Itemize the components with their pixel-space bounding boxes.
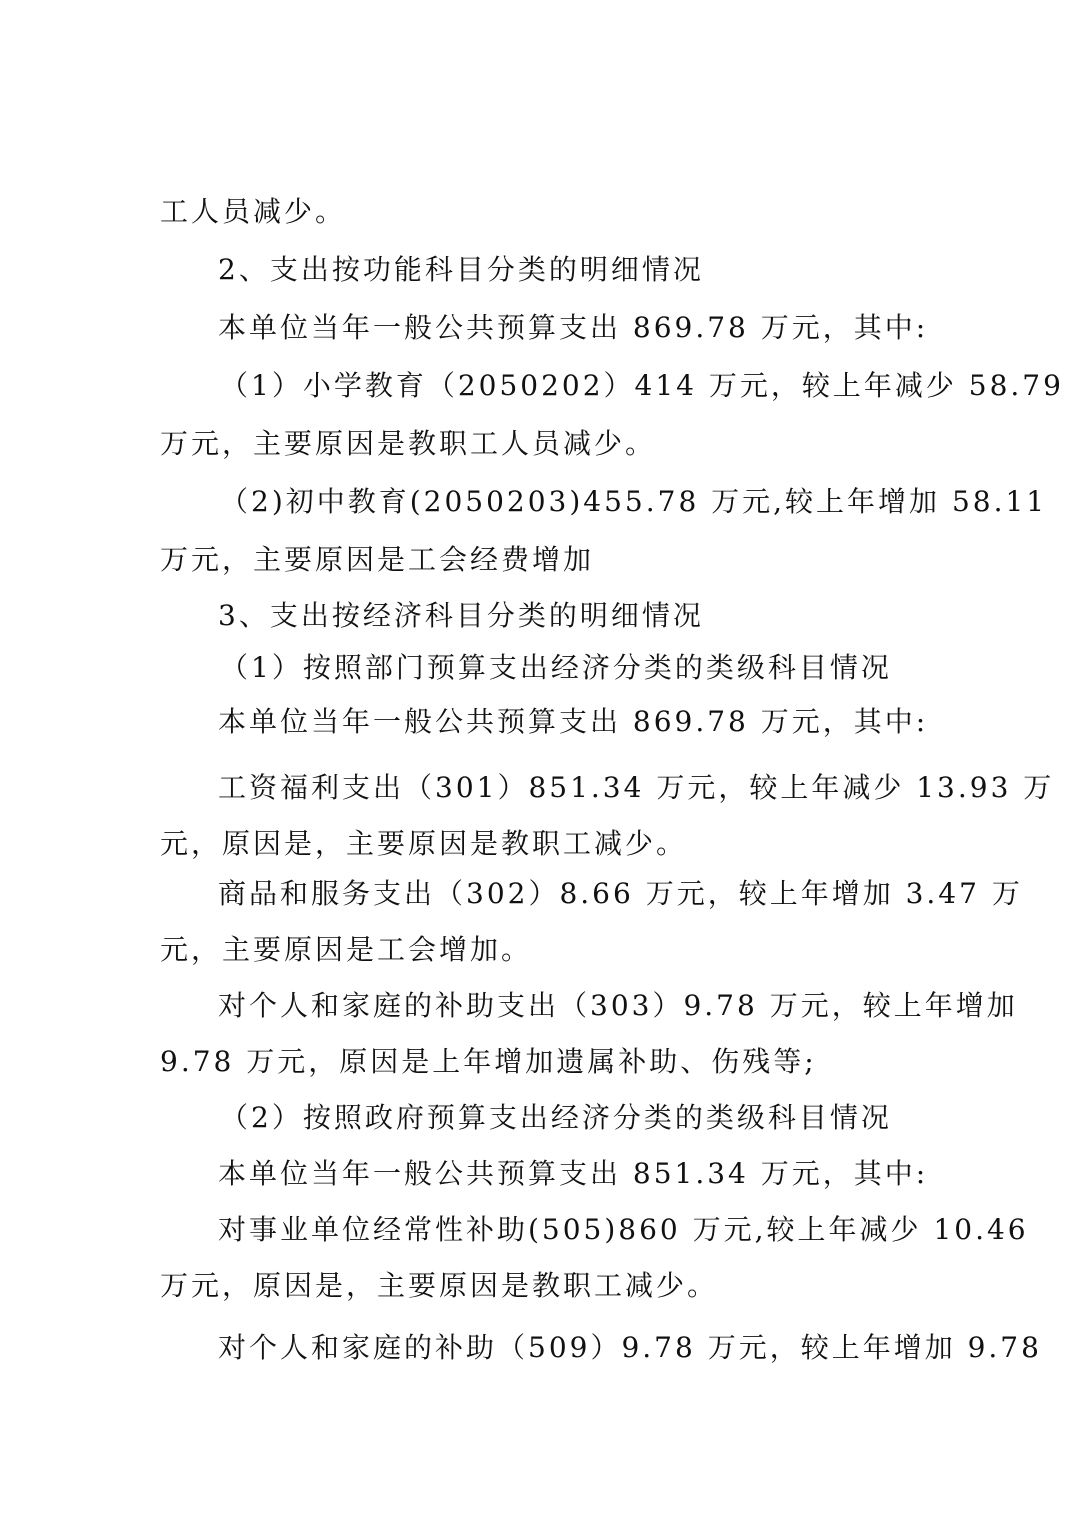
paragraph-line: （1）小学教育（2050202）414 万元，较上年减少 58.79 <box>220 369 1064 402</box>
paragraph-line: 元，主要原因是工会增加。 <box>160 933 533 966</box>
section-heading-3: 3、支出按经济科目分类的明细情况 <box>218 599 704 632</box>
section-heading-2: 2、支出按功能科目分类的明细情况 <box>218 253 704 286</box>
paragraph-line: 本单位当年一般公共预算支出 851.34 万元，其中: <box>218 1157 929 1190</box>
paragraph-line: 商品和服务支出（302）8.66 万元，较上年增加 3.47 万 <box>218 877 1023 910</box>
paragraph-line: 本单位当年一般公共预算支出 869.78 万元，其中: <box>218 311 929 344</box>
paragraph-line: 对事业单位经常性补助(505)860 万元,较上年减少 10.46 <box>218 1213 1029 1246</box>
paragraph-line: 对个人和家庭的补助支出（303）9.78 万元，较上年增加 <box>218 989 1018 1022</box>
paragraph-line: 万元，原因是，主要原因是教职工减少。 <box>160 1269 719 1302</box>
paragraph-line: 本单位当年一般公共预算支出 869.78 万元，其中: <box>218 705 929 738</box>
paragraph-line: （2)初中教育(2050203)455.78 万元,较上年增加 58.11 <box>220 485 1048 518</box>
paragraph-line: 工人员减少。 <box>160 195 347 228</box>
subsection-heading-1: （1）按照部门预算支出经济分类的类级科目情况 <box>220 651 892 684</box>
subsection-heading-2: （2）按照政府预算支出经济分类的类级科目情况 <box>220 1101 892 1134</box>
paragraph-line: 9.78 万元，原因是上年增加遗属补助、伤残等; <box>160 1045 817 1078</box>
paragraph-line: 万元，主要原因是工会经费增加 <box>160 543 595 576</box>
paragraph-line: 元，原因是，主要原因是教职工减少。 <box>160 827 688 860</box>
paragraph-line: 万元，主要原因是教职工人员减少。 <box>160 427 657 460</box>
paragraph-line: 工资福利支出（301）851.34 万元，较上年减少 13.93 万 <box>218 771 1055 804</box>
paragraph-line: 对个人和家庭的补助（509）9.78 万元，较上年增加 9.78 <box>218 1331 1042 1364</box>
